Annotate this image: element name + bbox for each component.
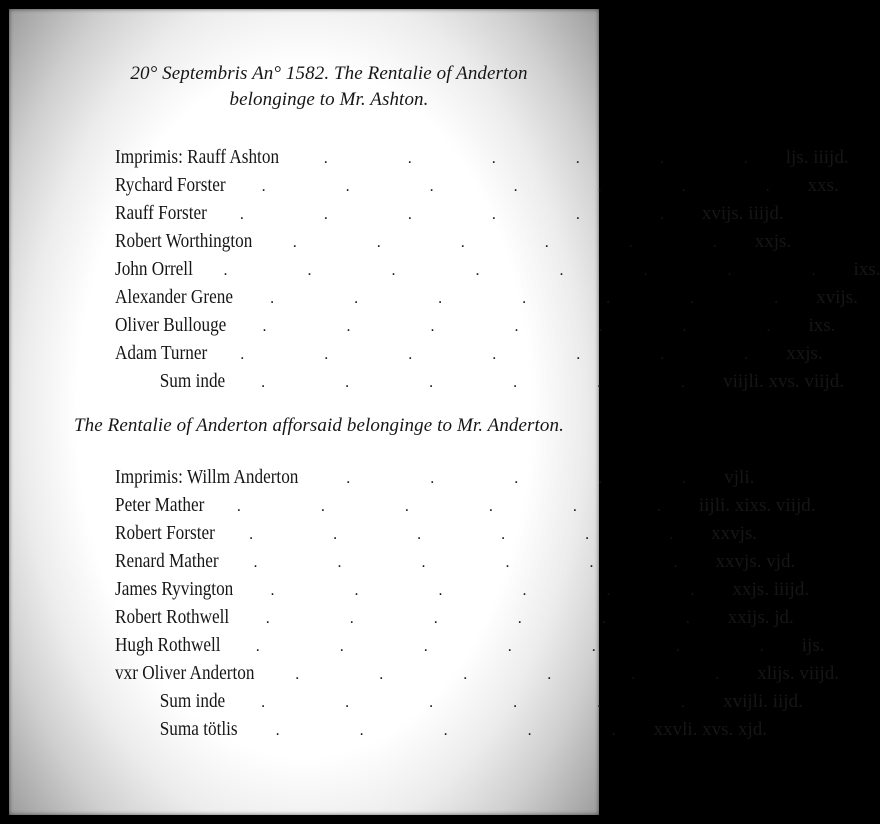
tenant-name: Robert Worthington — [115, 230, 253, 252]
rent-amount: xxjs. — [786, 343, 823, 364]
rental-row — [115, 339, 823, 367]
tenant-name: Peter Mather — [115, 494, 205, 516]
tenant-name: Alexander Grene — [115, 286, 233, 308]
page-frame — [9, 9, 880, 815]
leader-dots: . . . . . . — [239, 206, 702, 223]
tenant-name: James Ryvington — [115, 578, 234, 600]
total-row — [115, 715, 768, 743]
tenant-name: Hugh Rothwell — [115, 634, 221, 656]
leader-dots: . . . . . . — [292, 234, 755, 251]
document-page — [9, 9, 880, 815]
leader-dots: . . . . . . — [261, 694, 724, 711]
tenant-name: Rychard Forster — [115, 174, 226, 196]
leader-dots: . . . . . — [275, 722, 654, 739]
tenant-name: John Orrell — [115, 258, 193, 280]
tenant-name: Imprimis: Rauff Ashton — [115, 146, 280, 168]
section1-heading-line1: 20° Septembris An° 1582. The Rentalie of Anderton — [130, 63, 528, 84]
leader-dots: . . . . . . — [295, 666, 758, 683]
rental-row — [115, 519, 758, 547]
rent-amount: xxvjs. vjd. — [715, 551, 796, 572]
rent-amount: xxs. — [807, 175, 839, 196]
rental-row — [115, 227, 792, 255]
rent-amount: xxijs. jd. — [727, 607, 794, 628]
leader-dots: . . . . . . . — [262, 318, 809, 335]
rental-row — [115, 199, 784, 227]
rental-row — [115, 143, 849, 171]
sum-amount: xvijli. iijd. — [723, 691, 803, 712]
rent-amount: vjli. — [724, 467, 755, 488]
rent-amount: xvijs. — [816, 287, 858, 308]
rental-row — [115, 255, 880, 283]
rental-row — [115, 547, 796, 575]
leader-dots: . . . . . . . — [261, 178, 808, 195]
rental-row — [115, 171, 839, 199]
tenant-name: Rauff Forster — [115, 202, 207, 224]
rental-row — [115, 603, 794, 631]
rental-row — [115, 575, 810, 603]
rental-row — [115, 283, 858, 311]
tenant-name: Robert Rothwell — [115, 606, 230, 628]
tenant-name: Adam Turner — [115, 342, 208, 364]
rent-amount: ljs. iiijd. — [785, 147, 849, 168]
leader-dots: . . . . . . — [249, 526, 712, 543]
leader-dots: . . . . . . . — [255, 638, 802, 655]
rent-amount: ixs. — [808, 315, 836, 336]
total-label: Suma tötlis — [159, 718, 238, 740]
rent-amount: xlijs. viijd. — [757, 663, 840, 684]
tenant-name: Imprimis: Willm Anderton — [115, 466, 299, 488]
leader-dots: . . . . . . . — [270, 290, 817, 307]
leader-dots: . . . . . . — [323, 150, 786, 167]
sum-row — [115, 687, 803, 715]
sum-label: Sum inde — [159, 690, 226, 712]
tenant-name: Renard Mather — [115, 550, 219, 572]
rental-row — [115, 311, 836, 339]
rent-amount: ixs. — [853, 259, 880, 280]
sum-amount: viijli. xvs. viijd. — [723, 371, 844, 392]
leader-dots: . . . . . . . . — [223, 262, 854, 279]
tenant-name: Oliver Bullouge — [115, 314, 227, 336]
rent-amount: xxjs. — [754, 231, 792, 252]
rent-amount: iijli. xixs. viijd. — [698, 495, 816, 516]
section2-heading: The Rentalie of Anderton afforsaid belonginge to Mr. Anderton. — [74, 415, 564, 436]
rental-row — [115, 659, 840, 687]
rent-amount: xvijs. iiijd. — [701, 203, 784, 224]
leader-dots: . . . . . . — [265, 610, 728, 627]
sum-label: Sum inde — [159, 370, 226, 392]
leader-dots: . . . . . . . — [240, 346, 787, 363]
leader-dots: . . . . . . — [236, 498, 699, 515]
leader-dots: . . . . . . — [261, 374, 724, 391]
rent-amount: xxvjs. — [711, 523, 758, 544]
leader-dots: . . . . . . — [270, 582, 733, 599]
section1-heading — [69, 61, 589, 113]
rent-amount: xxjs. iiijd. — [732, 579, 810, 600]
rental-row — [115, 631, 825, 659]
tenant-name: vxr Oliver Anderton — [115, 662, 255, 684]
section1-heading-line2: belonginge to Mr. Ashton. — [229, 89, 429, 110]
leader-dots: . . . . . . — [253, 554, 716, 571]
rental-row — [115, 491, 816, 519]
rental-row — [115, 463, 755, 491]
total-amount: xxvli. xvs. xjd. — [653, 719, 768, 740]
leader-dots: . . . . . — [346, 470, 725, 487]
sum-row — [115, 367, 844, 395]
rent-amount: ijs. — [801, 635, 825, 656]
tenant-name: Robert Forster — [115, 522, 215, 544]
